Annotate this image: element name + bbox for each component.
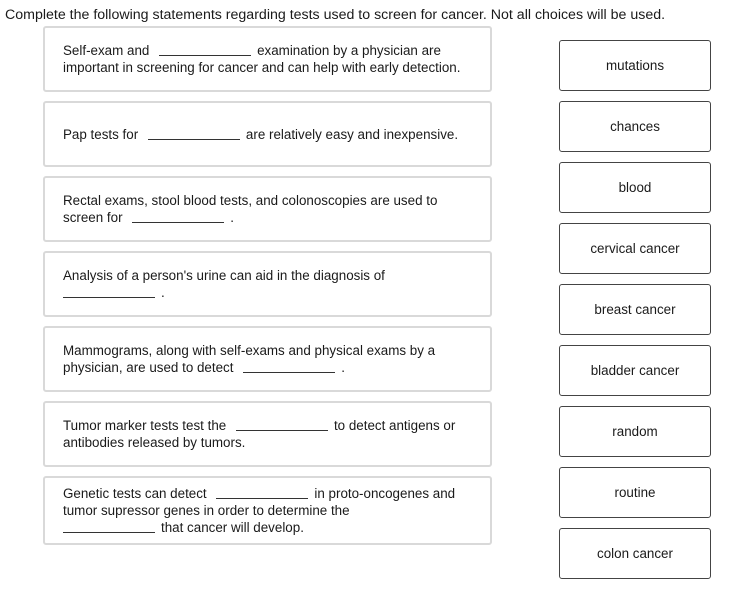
choice-chances[interactable]: chances [559,101,711,152]
choice-colon-cancer[interactable]: colon cancer [559,528,711,579]
statement-box [43,401,492,467]
choice-blood[interactable]: blood [559,162,711,213]
statement-box [43,326,492,392]
statement-box [43,251,492,317]
choice-cervical-cancer[interactable]: cervical cancer [559,223,711,274]
statement-text-part: examination by a physician are important in screening for cancer and can help with early detection. [63,43,461,75]
statement-text-part: Pap tests for [63,126,139,142]
statement-text [63,485,476,536]
instructions: Complete the following statements regarding tests used to screen for cancer. Not all choices will be used. [5,7,666,23]
answer-blank[interactable] [148,138,240,140]
statement-text [63,342,476,376]
statement-text-part: that cancer will develop. [161,520,304,535]
statement-box [43,26,492,92]
answer-blank[interactable] [159,54,251,56]
statement-text-part: to detect antigens or antibodies released by tumors. [63,418,456,450]
choice-routine[interactable]: routine [559,467,711,518]
statement-box [43,101,492,167]
statement-text-part: . [230,210,235,225]
statement-text-part: Analysis of a person's urine can aid in the diagnosis of [63,268,385,283]
statement-text-part: Self-exam and [63,43,150,58]
answer-blank[interactable] [63,296,155,298]
answer-blank[interactable] [63,531,155,533]
statement-text-part: Mammograms, along with self-exams and physical exams by a physician, are used to detect [63,343,436,375]
choice-bladder-cancer[interactable]: bladder cancer [559,345,711,396]
choice-random[interactable]: random [559,406,711,457]
answer-blank[interactable] [216,497,308,499]
answer-blank[interactable] [132,221,224,223]
statement-text-part: . [341,360,345,375]
answer-blank[interactable] [236,429,328,431]
statement-text-part: in proto-oncogenes and tumor supressor genes in order to determine the [63,486,456,518]
statement-text [63,417,476,451]
statement-text-part: Tumor marker tests test the [63,418,227,433]
statement-text [63,192,476,226]
statement-text [63,42,476,76]
statement-text-part: are relatively easy and inexpensive. [245,126,459,142]
statement-box [43,176,492,242]
statement-text-part: Genetic tests can detect [63,486,207,501]
statement-box [43,476,492,545]
statement-text [63,267,385,301]
statement-text [63,126,458,143]
answer-blank[interactable] [243,371,335,373]
choice-mutations[interactable]: mutations [559,40,711,91]
statement-text-part: . [161,285,165,300]
choice-breast-cancer[interactable]: breast cancer [559,284,711,335]
statement-text-part: Rectal exams, stool blood tests, and colonoscopies are used to screen for [63,193,438,225]
